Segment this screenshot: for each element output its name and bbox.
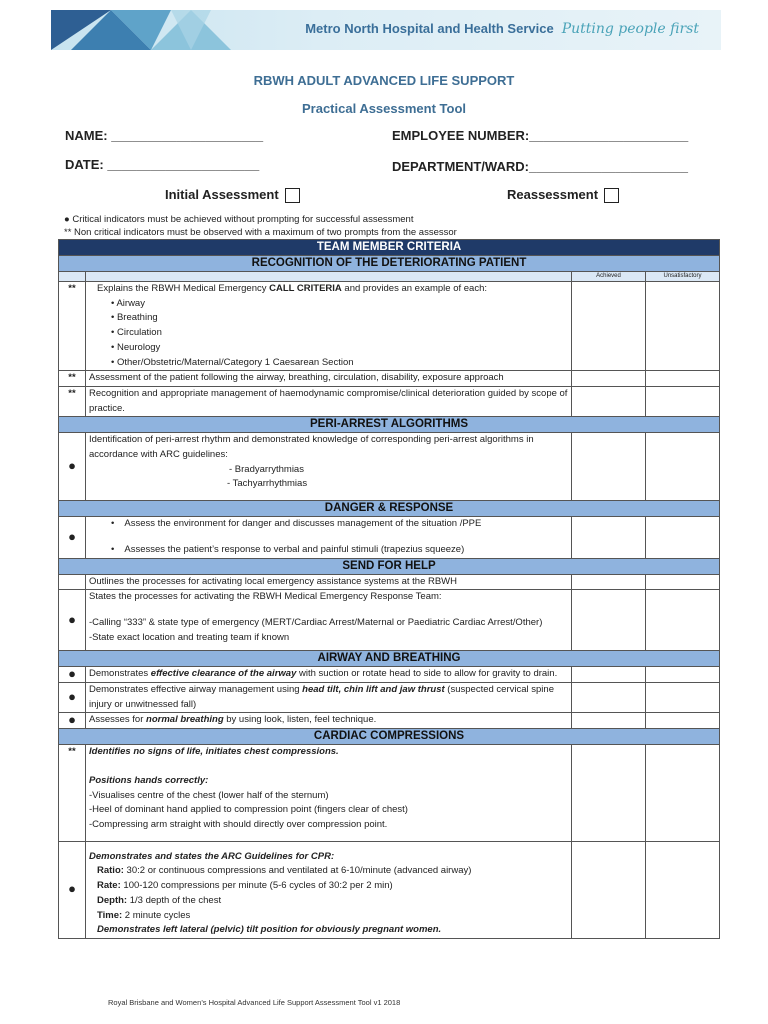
criteria-text: • Assess the environment for danger and discusses management of the situation /PPE • Assesses the patient’s response to verbal and painful stimuli (trapezius squeeze) bbox=[86, 517, 572, 558]
critical-marker: ● bbox=[59, 517, 86, 558]
unsatisfactory-cell[interactable] bbox=[646, 713, 720, 729]
page-title: RBWH ADULT ADVANCED LIFE SUPPORT bbox=[253, 73, 515, 88]
achieved-cell[interactable] bbox=[572, 517, 646, 558]
page-footer: Royal Brisbane and Women’s Hospital Advanced Life Support Assessment Tool v1 2018 bbox=[108, 998, 401, 1007]
non-critical-marker: ** bbox=[59, 282, 86, 371]
table-row bbox=[59, 683, 720, 713]
banner-org: Metro North Hospital and Health Service bbox=[305, 21, 554, 36]
unsatisfactory-cell[interactable] bbox=[646, 433, 720, 501]
section-cardiac-compressions: CARDIAC COMPRESSIONS bbox=[59, 729, 720, 745]
list-item: - Bradyarrythmias bbox=[229, 463, 304, 475]
list-item: Airway bbox=[116, 297, 145, 309]
achieved-cell[interactable] bbox=[572, 371, 646, 387]
non-critical-marker: ** bbox=[59, 386, 86, 416]
page-subtitle: Practical Assessment Tool bbox=[301, 101, 466, 116]
critical-note: ● Critical indicators must be achieved without prompting for successful assessment bbox=[64, 214, 414, 225]
unsatisfactory-cell[interactable] bbox=[646, 574, 720, 590]
section-danger-response: DANGER & RESPONSE bbox=[59, 501, 720, 517]
critical-marker: ● bbox=[59, 433, 86, 501]
non-critical-marker: ** bbox=[59, 745, 86, 842]
header-banner bbox=[51, 10, 721, 50]
list-item: - Tachyarrhythmias bbox=[227, 478, 308, 490]
criteria-text: Assessment of the patient following the airway, breathing, circulation, disability, exposure approach bbox=[86, 371, 572, 387]
unsatisfactory-cell[interactable] bbox=[646, 371, 720, 387]
table-row bbox=[59, 667, 720, 683]
list-item: -Compressing arm straight with should directly over compression point. bbox=[89, 818, 388, 830]
table-row bbox=[59, 713, 720, 729]
banner-tagline: Putting people first bbox=[561, 21, 699, 37]
table-row bbox=[59, 371, 720, 387]
table-row bbox=[59, 517, 720, 558]
criteria-text: Outlines the processes for activating local emergency assistance systems at the RBWH bbox=[86, 574, 572, 590]
unsatisfactory-cell[interactable] bbox=[646, 667, 720, 683]
unsatisfactory-cell[interactable] bbox=[646, 282, 720, 371]
section-airway-breathing: AIRWAY AND BREATHING bbox=[59, 651, 720, 667]
table-row bbox=[59, 590, 720, 651]
achieved-cell[interactable] bbox=[572, 841, 646, 938]
team-member-criteria-header: TEAM MEMBER CRITERIA bbox=[59, 240, 720, 256]
list-item: -Visualises centre of the chest (lower half of the sternum) bbox=[89, 789, 329, 801]
achieved-cell[interactable] bbox=[572, 590, 646, 651]
table-row bbox=[59, 386, 720, 416]
criteria-text: Identifies no signs of life, initiates chest compressions. Positions hands correctly: -Visualises centre of the chest (lower half of the sternum) -Heel of dominant hand applied to compression point (fingers clear of chest) -Compressing arm straight with should directly over compression point. bbox=[86, 745, 572, 842]
achieved-cell[interactable] bbox=[572, 683, 646, 713]
initial-assessment-checkbox[interactable] bbox=[285, 188, 300, 203]
table-row bbox=[59, 574, 720, 590]
achieved-column-header: Achieved bbox=[572, 272, 646, 282]
name-field[interactable]: NAME: _____________________ bbox=[65, 128, 264, 143]
unsatisfactory-cell[interactable] bbox=[646, 841, 720, 938]
table-row bbox=[59, 841, 720, 938]
criteria-text: Explains the RBWH Medical Emergency CALL CRITERIA and provides an example of each: • Airway • Breathing • Circulation • Neurology • Other/Obstetric/Maternal/Category 1 Caesarean Section bbox=[86, 282, 572, 371]
section-recognition: RECOGNITION OF THE DETERIORATING PATIENT bbox=[59, 256, 720, 272]
initial-assessment-label: Initial Assessment bbox=[165, 187, 279, 202]
section-peri-arrest: PERI-ARREST ALGORITHMS bbox=[59, 417, 720, 433]
table-row bbox=[59, 282, 720, 371]
date-field[interactable]: DATE: _____________________ bbox=[65, 157, 260, 172]
employee-number-field[interactable]: EMPLOYEE NUMBER:______________________ bbox=[392, 128, 689, 143]
achieved-cell[interactable] bbox=[572, 282, 646, 371]
achieved-cell[interactable] bbox=[572, 386, 646, 416]
unsatisfactory-cell[interactable] bbox=[646, 517, 720, 558]
noncritical-note: ** Non critical indicators must be observed with a maximum of two prompts from the assessor bbox=[64, 227, 457, 238]
achieved-cell[interactable] bbox=[572, 574, 646, 590]
achieved-cell[interactable] bbox=[572, 667, 646, 683]
critical-marker: ● bbox=[59, 667, 86, 683]
list-item: Circulation bbox=[116, 327, 162, 339]
list-item: Other/Obstetric/Maternal/Category 1 Caesarean Section bbox=[116, 356, 354, 368]
criteria-text: Identification of peri-arrest rhythm and demonstrated knowledge of corresponding peri-arrest algorithms in accordance with ARC guidelines: - Bradyarrythmias - Tachyarrhythmias bbox=[86, 433, 572, 501]
reassessment-option[interactable] bbox=[507, 187, 619, 203]
unsatisfactory-column-header: Unsatisfactory bbox=[646, 272, 720, 282]
department-field[interactable]: DEPARTMENT/WARD:______________________ bbox=[392, 159, 689, 174]
critical-marker: ● bbox=[59, 841, 86, 938]
criteria-text: Assesses for normal breathing by using look, listen, feel technique. bbox=[86, 713, 572, 729]
banner-graphic bbox=[51, 10, 251, 50]
criteria-table bbox=[58, 239, 720, 939]
list-item: -Heel of dominant hand applied to compression point (fingers clear of chest) bbox=[89, 804, 408, 816]
non-critical-marker: ** bbox=[59, 371, 86, 387]
critical-marker: ● bbox=[59, 590, 86, 651]
list-item: Breathing bbox=[116, 312, 158, 324]
table-row bbox=[59, 433, 720, 501]
reassessment-checkbox[interactable] bbox=[604, 188, 619, 203]
initial-assessment-option[interactable] bbox=[165, 187, 300, 203]
section-send-for-help: SEND FOR HELP bbox=[59, 558, 720, 574]
criteria-text: Demonstrates effective airway management using head tilt, chin lift and jaw thrust (suspected cervical spine injury or unwitnessed fall) bbox=[86, 683, 572, 713]
achieved-cell[interactable] bbox=[572, 713, 646, 729]
critical-marker: ● bbox=[59, 713, 86, 729]
unsatisfactory-cell[interactable] bbox=[646, 745, 720, 842]
list-item: Neurology bbox=[116, 341, 161, 353]
criteria-text: Demonstrates and states the ARC Guidelines for CPR: Ratio: 30:2 or continuous compressions and ventilated at 6-10/minute (advanced airway) Rate: 100-120 compressions per minute (5-6 cycles of 30:2 per 2 min) Depth: 1/3 depth of the chest Time: 2 minute cycles Demonstrates left lateral (pelvic) tilt position for obviously pregnant women. bbox=[86, 841, 572, 938]
criteria-text: Recognition and appropriate management of haemodynamic compromise/clinical deterioration guided by scope of practice. bbox=[86, 386, 572, 416]
unsatisfactory-cell[interactable] bbox=[646, 683, 720, 713]
unsatisfactory-cell[interactable] bbox=[646, 386, 720, 416]
table-row bbox=[59, 745, 720, 842]
achieved-cell[interactable] bbox=[572, 745, 646, 842]
reassessment-label: Reassessment bbox=[507, 187, 599, 202]
achieved-cell[interactable] bbox=[572, 433, 646, 501]
unsatisfactory-cell[interactable] bbox=[646, 590, 720, 651]
banner-title bbox=[305, 21, 699, 37]
critical-marker: ● bbox=[59, 683, 86, 713]
criteria-text: Demonstrates effective clearance of the airway with suction or rotate head to side to allow for gravity to drain. bbox=[86, 667, 572, 683]
criteria-text: States the processes for activating the RBWH Medical Emergency Response Team: -Calling “333” & state type of emergency (MERT/Cardiac Arrest/Maternal or Paediatric Cardiac Arrest/Other) -State exact location and treating team if known bbox=[86, 590, 572, 651]
